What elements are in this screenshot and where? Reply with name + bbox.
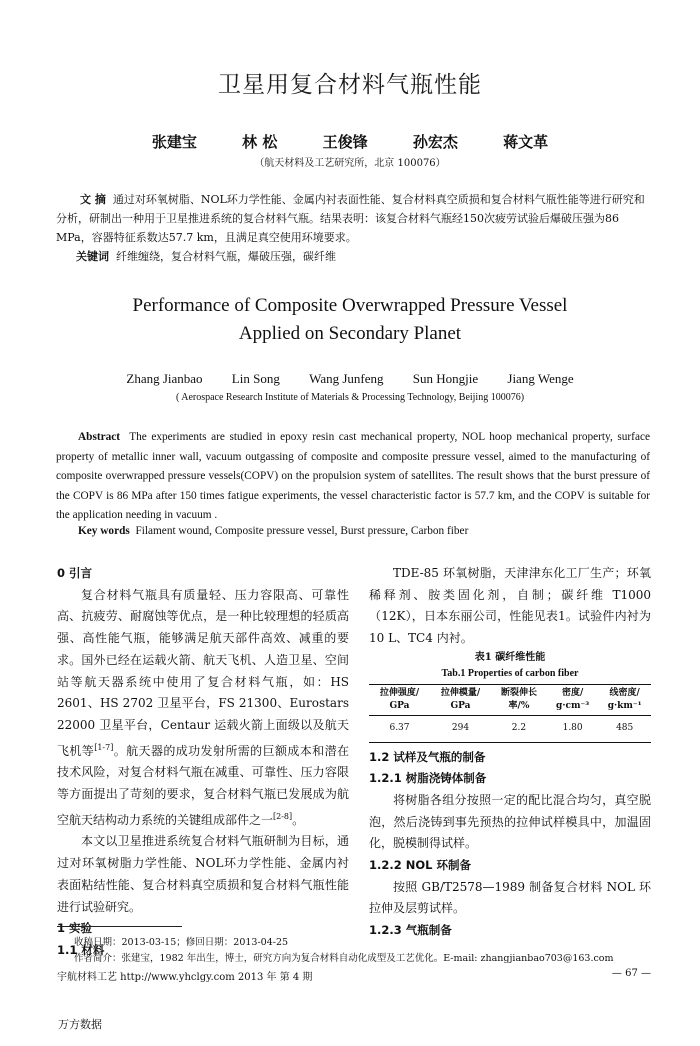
section-1-2-2-text: 按照 GB/T2578—1989 制备复合材料 NOL 环拉伸及层剪试样。: [369, 879, 651, 916]
table-header-cell: 拉伸强度/ GPa: [369, 684, 430, 715]
table-header-cell: 密度/ g·cm⁻³: [547, 684, 598, 715]
keywords-cn-label: 关键词: [76, 250, 109, 263]
section-1-2-3-heading: 1.2.3 气瓶制备: [369, 923, 452, 938]
keywords-cn-text: 纤维缠绕，复合材料气瓶，爆破压强，碳纤维: [116, 250, 336, 263]
intro-p1-text-b: 。航天器的成功发射所需的巨额成本和潜在技术风险，对复合材料气瓶在减重、可靠性、压力容限等方面提出了苛刻的要求，复合材料气瓶已发展成为航空航天结构动力系统的关键组成部件之一: [57, 743, 349, 827]
table-header-cell: 线密度/ g·km⁻¹: [598, 684, 651, 715]
section-1-2-heading: 1.2 试样及气瓶的制备: [369, 749, 486, 764]
author-cn: 王俊锋: [322, 133, 368, 151]
intro-paragraph-2: 本文以卫星推进系统复合材料气瓶研制为目标，通过对环氧树脂力学性能、NOL环力学性能、金属内衬表面粘结性能、复合材料真空质损和复合材料气瓶性能进行试验研究。: [57, 834, 349, 914]
section-0-heading: 0 引言: [57, 566, 93, 580]
section-1-1-heading: 1.1 材料: [57, 942, 105, 957]
table-1: [369, 684, 651, 743]
author-en: Zhang Jianbao: [126, 371, 203, 386]
footnote-dates: 收稿日期：2013-03-15；修回日期：2013-04-25: [74, 937, 289, 948]
watermark: 万方数据: [58, 1018, 102, 1031]
title-en-line1: Performance of Composite Overwrapped Pressure Vessel: [132, 295, 568, 316]
abstract-cn-text: 通过对环氧树脂、NOL环力学性能、金属内衬表面性能、复合材料真空质损和复合材料气瓶性能等进行研究和分析，研制出一种用于卫星推进系统的复合材料气瓶。结果表明：该复合材料气瓶经150次疲劳试验后爆破压强为86 MPa，容器特征系数达57.7 km，且满足真空使用环境要求。: [56, 193, 645, 244]
table-row: [369, 715, 651, 742]
table-header-cell: 断裂伸长 率/%: [491, 684, 547, 715]
authors-en: [0, 371, 700, 387]
keywords-en: [78, 525, 650, 537]
abstract-en-label: Abstract: [78, 431, 121, 443]
abstract-en: [56, 428, 650, 526]
section-1-2-1-heading: 1.2.1 树脂浇铸体制备: [369, 771, 487, 786]
table-1-caption-cn: 表1 碳纤维性能: [474, 651, 546, 663]
table-header-cell: 拉伸模量/ GPa: [430, 684, 491, 715]
body-right-column: [369, 563, 651, 942]
affiliation-cn: （航天材料及工艺研究所，北京 100076）: [254, 158, 446, 169]
author-en: Wang Junfeng: [309, 371, 384, 386]
intro-p1-text-a: 复合材料气瓶具有质量轻、压力容限高、可靠性高、抗疲劳、耐腐蚀等优点，是一种比较理想的轻质高强、高性能气瓶，能够满足航天部件高效、减重的要求。国外已经在运载火箭、航天飞机、人造卫星、空间站等航天器系统中使用了复合材料气瓶，如：HS 2601、HS 2702 卫星平台，FS 21300、Eurostars 22000 卫星平台，Centaur 运载火箭上面级以及航天飞机等: [57, 587, 349, 758]
author-en: Lin Song: [231, 371, 280, 386]
table-cell: 485: [616, 722, 634, 733]
footnote-author: 作者简介：张建宝，1982 年出生，博士，研究方向为复合材料自动化成型及工艺优化。E-mail: zhangjianbao703@163.com: [74, 953, 614, 964]
title-cn: 卫星用复合材料气瓶性能: [218, 72, 482, 98]
journal-footer: 宇航材料工艺 http://www.yhclgy.com 2013 年 第 4 期: [57, 972, 313, 983]
author-cn: 孙宏杰: [412, 133, 458, 151]
table-1-caption-en: Tab.1 Properties of carbon fiber: [441, 667, 579, 679]
author-en: Jiang Wenge: [507, 371, 574, 386]
abstract-en-text: The experiments are studied in epoxy resin cast mechanical property, NOL hoop mechanical property, surface property of metallic inner wall, vacuum outgassing of composite and composite pressure vessel, aimed to the manufacturing of composite overwrapped pressure vessels(COPV) on the propulsion system of satellites. The result shows that the burst pressure of the COPV is 86 MPa after 150 times fatigue experiments, the vessel characteristic factor is 57.7 km, and the COPV is suitable for the application needing in vacuum .: [56, 431, 650, 522]
keywords-en-text: Filament wound, Composite pressure vessel, Burst pressure, Carbon fiber: [135, 525, 469, 537]
body-left-column: [57, 563, 349, 962]
abstract-cn-label: 文 摘: [80, 193, 106, 206]
section-1-heading: 1 实验: [57, 921, 93, 936]
table-cell: 294: [451, 722, 470, 733]
table-cell: 1.80: [562, 722, 583, 733]
page-number: — 67 —: [611, 968, 651, 979]
footnote-divider: [57, 926, 182, 927]
section-1-2-1-text: 将树脂各组分按照一定的配比混合均匀，真空脱泡，然后浇铸到事先预热的拉伸试样模具中，加温固化，脱模制得试样。: [369, 792, 651, 851]
table-cell: 6.37: [389, 722, 410, 733]
author-cn: 林 松: [242, 133, 278, 151]
authors-cn: [0, 131, 700, 152]
keywords-cn: [76, 247, 650, 266]
materials-paragraph: TDE-85 环氧树脂，天津津东化工厂生产；环氧稀释剂、胺类固化剂，自制；碳纤维 T1000（12K），日本东丽公司，性能见表1。试验件内衬为 10 L、TC4 内衬。: [369, 566, 651, 646]
author-en: Sun Hongjie: [412, 371, 479, 386]
intro-p1-text-c: 。: [292, 812, 305, 827]
keywords-en-label: Key words: [78, 525, 130, 537]
intro-paragraph-1: [57, 585, 349, 832]
affiliation-en: ( Aerospace Research Institute of Materials & Processing Technology, Beijing 100076): [175, 392, 525, 403]
abstract-cn: [56, 190, 650, 247]
title-en: [0, 292, 700, 348]
citation-ref: [1-7]: [94, 742, 114, 752]
title-en-line2: Applied on Secondary Planet: [238, 323, 462, 344]
table-header-row: [369, 684, 651, 715]
author-cn: 蒋文革: [503, 133, 549, 151]
citation-ref: [2-8]: [273, 811, 293, 821]
author-cn: 张建宝: [151, 133, 197, 151]
section-1-2-2-heading: 1.2.2 NOL 环制备: [369, 858, 471, 873]
table-cell: 2.2: [511, 722, 527, 733]
